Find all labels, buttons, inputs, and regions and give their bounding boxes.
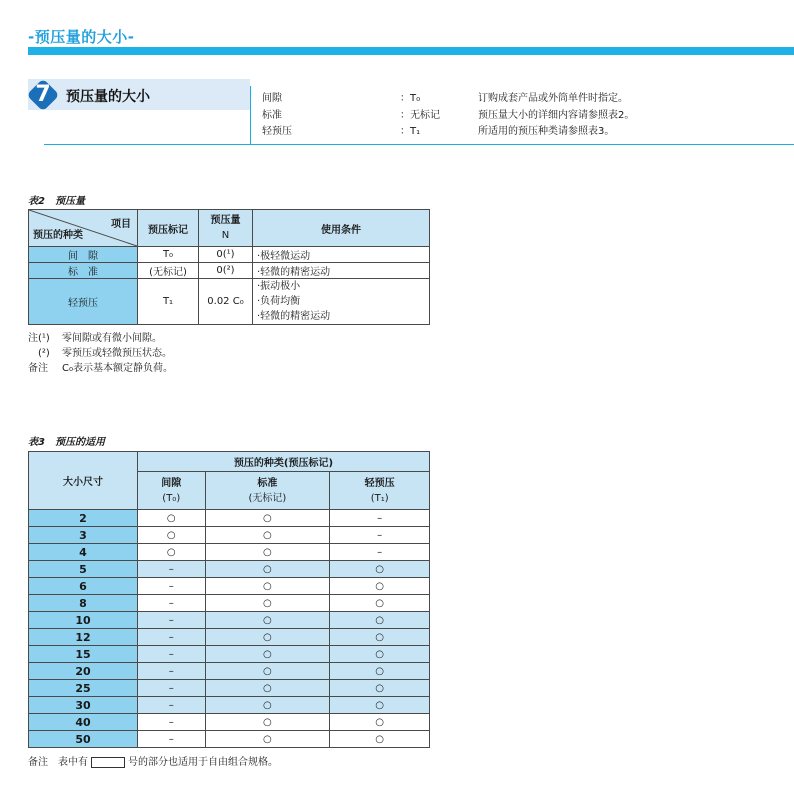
header-col-name: 间隙 bbox=[161, 477, 182, 489]
unavailable-mark: – bbox=[330, 544, 430, 561]
table3-body bbox=[29, 510, 430, 748]
available-mark: ○ bbox=[138, 544, 206, 561]
table2-note bbox=[28, 332, 162, 346]
table3-caption: 表3 预压的适用 bbox=[28, 437, 105, 448]
preload-applicability-table bbox=[28, 451, 430, 748]
table-row bbox=[29, 595, 430, 612]
header-type-label: 预压的种类 bbox=[33, 230, 83, 241]
definition-key: 间隙 bbox=[262, 93, 282, 104]
size-cell: 2 bbox=[29, 510, 138, 527]
available-mark: ○ bbox=[330, 663, 430, 680]
header-col-mark: (无标记) bbox=[248, 492, 287, 504]
available-mark: ○ bbox=[205, 510, 330, 527]
size-cell: 4 bbox=[29, 544, 138, 561]
note-label: 备注 bbox=[28, 363, 48, 374]
unavailable-mark: – bbox=[330, 510, 430, 527]
available-mark: ○ bbox=[205, 561, 330, 578]
table-header-row bbox=[29, 210, 430, 247]
preload-type: 轻预压 bbox=[29, 279, 138, 325]
section-number: 7 bbox=[35, 82, 51, 107]
header-amount-label: 预压量 bbox=[210, 215, 241, 226]
available-mark: ○ bbox=[205, 527, 330, 544]
unavailable-mark: – bbox=[138, 629, 206, 646]
unavailable-mark: – bbox=[138, 663, 206, 680]
available-mark: ○ bbox=[205, 595, 330, 612]
definition-key: 轻预压 bbox=[262, 126, 292, 137]
definition-desc: 预压量大小的详细内容请参照表2。 bbox=[478, 110, 635, 121]
highlight-swatch bbox=[91, 757, 125, 768]
unavailable-mark: – bbox=[138, 731, 206, 748]
available-mark: ○ bbox=[205, 578, 330, 595]
table-row bbox=[29, 510, 430, 527]
definition-desc: 订购成套产品或外筒单件时指定。 bbox=[478, 93, 628, 104]
size-cell: 5 bbox=[29, 561, 138, 578]
available-mark: ○ bbox=[330, 714, 430, 731]
available-mark: ○ bbox=[330, 731, 430, 748]
table-row bbox=[29, 612, 430, 629]
size-cell: 50 bbox=[29, 731, 138, 748]
unavailable-mark: – bbox=[138, 578, 206, 595]
title-rule bbox=[28, 47, 794, 55]
page-title: -预压量的大小- bbox=[28, 28, 135, 46]
header-amount-unit: N bbox=[221, 230, 230, 241]
available-mark: ○ bbox=[138, 510, 206, 527]
footnote-suffix: 号的部分也适用于自由组合规格。 bbox=[128, 757, 278, 768]
preload-amount-table bbox=[28, 209, 430, 325]
table-row bbox=[29, 680, 430, 697]
definition-value: ：T₁ bbox=[400, 126, 421, 137]
available-mark: ○ bbox=[205, 612, 330, 629]
preload-condition: ·极轻微运动 bbox=[253, 247, 430, 263]
available-mark: ○ bbox=[330, 646, 430, 663]
table-row bbox=[29, 263, 430, 279]
size-cell: 15 bbox=[29, 646, 138, 663]
note-label: 注(¹) bbox=[28, 333, 50, 344]
note-label: (²) bbox=[28, 348, 50, 359]
definition-value: ：T₀ bbox=[400, 93, 421, 104]
header-col-mark: (T₀) bbox=[162, 492, 181, 504]
section-divider bbox=[250, 86, 251, 144]
size-cell: 8 bbox=[29, 595, 138, 612]
unavailable-mark: – bbox=[138, 697, 206, 714]
size-cell: 10 bbox=[29, 612, 138, 629]
size-cell: 3 bbox=[29, 527, 138, 544]
header-col bbox=[330, 472, 430, 510]
preload-mark: T₁ bbox=[138, 279, 199, 325]
available-mark: ○ bbox=[330, 612, 430, 629]
size-cell: 30 bbox=[29, 697, 138, 714]
available-mark: ○ bbox=[205, 731, 330, 748]
note-text: C₀表示基本额定静负荷。 bbox=[62, 363, 173, 374]
table2-note bbox=[28, 347, 172, 361]
available-mark: ○ bbox=[205, 697, 330, 714]
size-cell: 40 bbox=[29, 714, 138, 731]
preload-condition: ·振动极小 bbox=[257, 281, 301, 292]
available-mark: ○ bbox=[330, 680, 430, 697]
available-mark: ○ bbox=[330, 697, 430, 714]
table-row bbox=[29, 714, 430, 731]
available-mark: ○ bbox=[205, 629, 330, 646]
preload-condition-list bbox=[253, 279, 430, 325]
preload-mark: T₀ bbox=[138, 247, 199, 263]
preload-amount: 0(²) bbox=[199, 263, 253, 279]
available-mark: ○ bbox=[205, 646, 330, 663]
definition-desc: 所适用的预压种类请参照表3。 bbox=[478, 126, 615, 137]
table-row bbox=[29, 544, 430, 561]
header-col-name: 标准 bbox=[257, 477, 278, 489]
table-row bbox=[29, 279, 430, 325]
preload-condition: ·负荷均衡 bbox=[257, 296, 301, 307]
unavailable-mark: – bbox=[138, 680, 206, 697]
preload-condition: ·轻微的精密运动 bbox=[253, 263, 430, 279]
preload-type: 间 隙 bbox=[29, 247, 138, 263]
unavailable-mark: – bbox=[138, 612, 206, 629]
preload-amount: 0.02 C₀ bbox=[199, 279, 253, 325]
header-col-name: 轻预压 bbox=[364, 477, 395, 489]
unavailable-mark: – bbox=[138, 561, 206, 578]
header-preload-group: 预压的种类(预压标记) bbox=[138, 452, 430, 472]
size-cell: 6 bbox=[29, 578, 138, 595]
table-row bbox=[29, 663, 430, 680]
size-cell: 12 bbox=[29, 629, 138, 646]
available-mark: ○ bbox=[138, 527, 206, 544]
diagonal-header-cell bbox=[29, 210, 138, 247]
header-col bbox=[205, 472, 330, 510]
unavailable-mark: – bbox=[138, 646, 206, 663]
table2-note bbox=[28, 362, 173, 376]
header-mark: 预压标记 bbox=[138, 210, 199, 247]
preload-mark: (无标记) bbox=[138, 263, 199, 279]
preload-amount: 0(¹) bbox=[199, 247, 253, 263]
available-mark: ○ bbox=[330, 561, 430, 578]
table-row bbox=[29, 578, 430, 595]
table-row bbox=[29, 646, 430, 663]
note-text: 零预压或轻微预压状态。 bbox=[62, 348, 172, 359]
available-mark: ○ bbox=[205, 544, 330, 561]
available-mark: ○ bbox=[330, 578, 430, 595]
table-row bbox=[29, 731, 430, 748]
table-row bbox=[29, 561, 430, 578]
section-title: 预压量的大小 bbox=[66, 89, 150, 105]
header-condition: 使用条件 bbox=[253, 210, 430, 247]
note-text: 零间隙或有微小间隙。 bbox=[62, 333, 162, 344]
table3-footnote bbox=[28, 756, 278, 770]
available-mark: ○ bbox=[205, 714, 330, 731]
available-mark: ○ bbox=[330, 629, 430, 646]
definition-key: 标准 bbox=[262, 110, 282, 121]
table-row bbox=[29, 247, 430, 263]
preload-condition: ·轻微的精密运动 bbox=[257, 311, 331, 322]
header-col bbox=[138, 472, 206, 510]
preload-type: 标 准 bbox=[29, 263, 138, 279]
available-mark: ○ bbox=[330, 595, 430, 612]
header-size: 大小尺寸 bbox=[29, 452, 138, 510]
header-amount bbox=[199, 210, 253, 247]
available-mark: ○ bbox=[205, 680, 330, 697]
unavailable-mark: – bbox=[330, 527, 430, 544]
table-row bbox=[29, 697, 430, 714]
header-item-label: 项目 bbox=[111, 219, 131, 230]
size-cell: 25 bbox=[29, 680, 138, 697]
available-mark: ○ bbox=[205, 663, 330, 680]
header-col-mark: (T₁) bbox=[370, 492, 389, 504]
unavailable-mark: – bbox=[138, 714, 206, 731]
table-row bbox=[29, 527, 430, 544]
size-cell: 20 bbox=[29, 663, 138, 680]
table-row bbox=[29, 629, 430, 646]
table2-caption: 表2 预压量 bbox=[28, 196, 85, 207]
unavailable-mark: – bbox=[138, 595, 206, 612]
definition-value: ：无标记 bbox=[400, 110, 440, 121]
table-header-row bbox=[29, 452, 430, 472]
footnote-prefix: 备注 表中有 bbox=[28, 757, 88, 768]
